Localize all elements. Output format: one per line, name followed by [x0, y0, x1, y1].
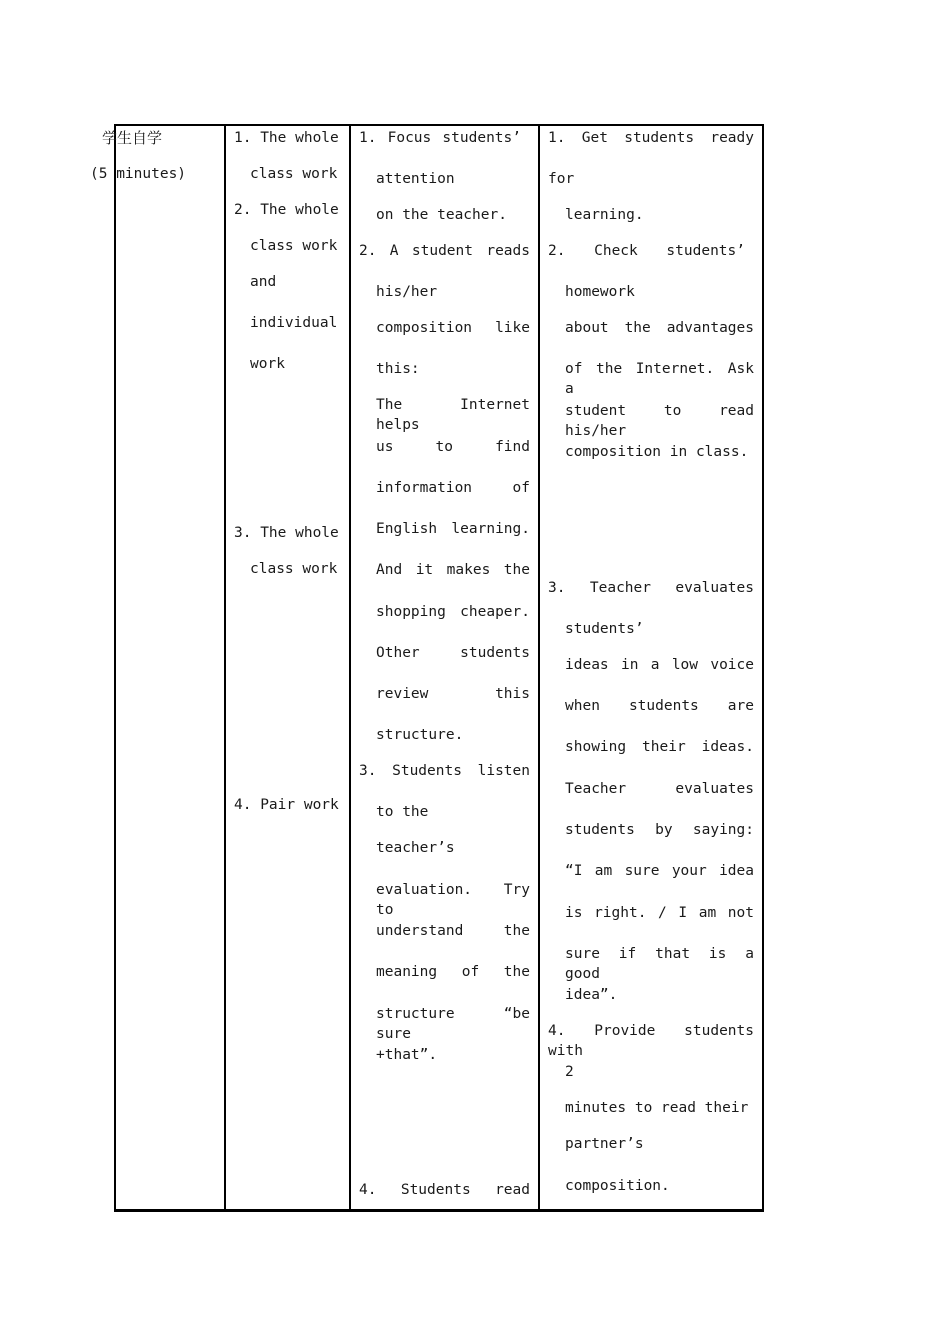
- teacher-item-3-line-6: Teacher evaluates: [565, 781, 754, 797]
- student-item-3-line-6: meaning of the: [376, 964, 530, 980]
- table-bottom-border: [114, 1209, 764, 1212]
- stage-duration: (5 minutes): [90, 166, 187, 182]
- table-left-border: [114, 124, 116, 1212]
- teacher-item-1-line-2: for: [548, 171, 575, 187]
- teacher-item-3-line-4: when students are: [565, 698, 754, 714]
- teacher-item-3-line-2: students’: [565, 621, 644, 637]
- student-item-2-line-4: this:: [376, 361, 420, 377]
- student-item-2-line-12: review this: [376, 686, 530, 702]
- student-item-2-line-5: The Internet helps: [376, 397, 530, 433]
- teacher-item-3-line-1: 3. Teacher evaluates: [548, 580, 754, 596]
- student-item-2-line-8: English learning.: [376, 521, 530, 537]
- student-item-2-line-11: Other students: [376, 645, 530, 661]
- teacher-item-3-line-9: is right. / I am not: [565, 905, 754, 921]
- stage-title: 学生自学: [102, 129, 163, 147]
- student-item-3-line-8: +that”.: [376, 1047, 438, 1063]
- column-divider-2: [349, 124, 351, 1212]
- table-right-border: [762, 124, 764, 1212]
- form-item-2-line-5: work: [250, 356, 285, 372]
- form-item-3-line-2: class work: [250, 561, 338, 577]
- student-item-3-line-1: 3. Students listen: [359, 763, 530, 779]
- teacher-item-3-line-8: “I am sure your idea: [565, 863, 754, 879]
- student-item-2-line-3: composition like: [376, 320, 530, 336]
- table-top-border: [114, 124, 764, 126]
- form-item-2-line-1: 2. The whole: [234, 202, 339, 218]
- teacher-item-3-line-3: ideas in a low voice: [565, 657, 754, 673]
- student-item-1-line-2: attention: [376, 171, 455, 187]
- student-item-2-line-13: structure.: [376, 727, 464, 743]
- teacher-item-2-line-1: 2. Check students’: [548, 243, 745, 259]
- teacher-item-3-line-7: students by saying:: [565, 822, 754, 838]
- teacher-item-4-line-1: 4. Provide students with: [548, 1023, 754, 1059]
- teacher-item-4-line-5: composition.: [565, 1178, 670, 1194]
- student-item-2-line-6: us to find: [376, 439, 530, 455]
- form-item-2-line-3: and: [250, 274, 277, 290]
- teacher-item-2-line-2: homework: [565, 284, 635, 300]
- teacher-item-3-line-5: showing their ideas.: [565, 739, 754, 755]
- form-item-3-line-1: 3. The whole: [234, 525, 339, 541]
- student-item-2-line-10: shopping cheaper.: [376, 604, 530, 620]
- form-item-2-line-2: class work: [250, 238, 338, 254]
- teacher-item-3-line-10: sure if that is a good: [565, 946, 754, 982]
- teacher-item-2-line-4: of the Internet. Ask a: [565, 361, 754, 397]
- teacher-item-2-line-5: student to read his/her: [565, 403, 754, 439]
- student-item-3-line-7: structure “be sure: [376, 1006, 530, 1042]
- teacher-item-1-line-3: learning.: [565, 207, 644, 223]
- teacher-item-3-line-11: idea”.: [565, 987, 618, 1003]
- form-item-2-line-4: individual: [250, 315, 338, 331]
- student-item-4-line-1: 4. Students read: [359, 1182, 530, 1198]
- teacher-item-1-line-1: 1. Get students ready: [548, 130, 754, 146]
- student-item-3-line-5: understand the: [376, 923, 530, 939]
- student-item-3-line-4: evaluation. Try to: [376, 882, 530, 918]
- column-divider-3: [538, 124, 540, 1212]
- column-divider-1: [224, 124, 226, 1212]
- student-item-2-line-7: information of: [376, 480, 530, 496]
- teacher-item-2-line-3: about the advantages: [565, 320, 754, 336]
- form-item-4-line-1: 4. Pair work: [234, 797, 339, 813]
- form-item-1-line-1: 1. The whole: [234, 130, 339, 146]
- student-item-3-line-2: to the: [376, 804, 429, 820]
- teacher-item-4-line-4: partner’s: [565, 1136, 644, 1152]
- student-item-3-line-3: teacher’s: [376, 840, 455, 856]
- student-item-2-line-9: And it makes the: [376, 562, 530, 578]
- teacher-item-4-line-3: minutes to read their: [565, 1100, 749, 1116]
- student-item-2-line-2: his/her: [376, 284, 438, 300]
- student-item-1-line-1: 1. Focus students’: [359, 130, 521, 146]
- form-item-1-line-2: class work: [250, 166, 338, 182]
- student-item-2-line-1: 2. A student reads: [359, 243, 530, 259]
- teacher-item-4-line-2: 2: [565, 1064, 574, 1080]
- student-item-1-line-3: on the teacher.: [376, 207, 507, 223]
- teacher-item-2-line-6: composition in class.: [565, 444, 749, 460]
